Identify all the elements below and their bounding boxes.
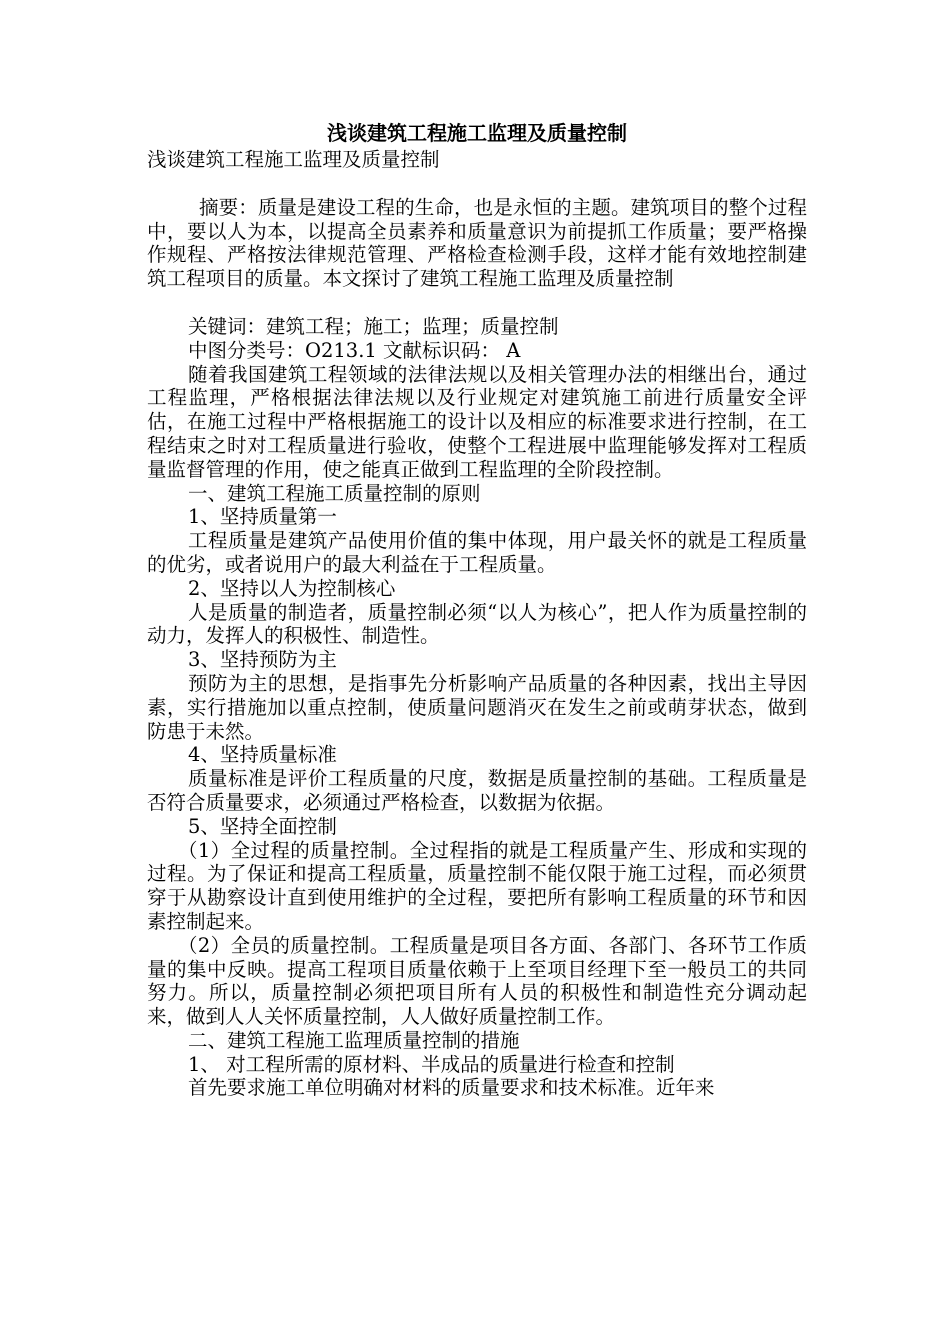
principle-heading: 5、坚持全面控制 [188,814,337,838]
measure-heading: 1、 对工程所需的原材料、半成品的质量进行检查和控制 [188,1052,675,1076]
section-heading: 二、建筑工程施工监理质量控制的措施 [188,1028,520,1052]
control-paragraph: （2）全员的质量控制。工程质量是项目各方面、各部门、各环节工作质量的集中反映。提高工程项目质量依赖于上至项目经理下至一般员工的共同努力。所以，质量控制必须把项目所有人员的积极性和制造性充分调动起来，做到人人关怀质量控制，人人做好质量控制工作。 [147,933,807,1029]
principle-heading: 1、坚持质量第一 [188,505,337,529]
principle-heading: 4、坚持质量标准 [188,743,337,767]
principle-heading: 3、坚持预防为主 [188,648,337,672]
document-page [147,118,807,1100]
classification-line: 中图分类号：O213.1 文献标识码： A [188,338,521,362]
keywords-line: 关键词：建筑工程；施工；监理；质量控制 [188,314,559,338]
intro-paragraph: 随着我国建筑工程领域的法律法规以及相关管理办法的相继出台，通过工程监理，严格根据法律法规以及行业规定对建筑施工前进行质量安全评估，在施工过程中严格根据施工的设计以及相应的标准要求进行控制，在工程结束之时对工程质量进行验收，使整个工程进展中监理能够发挥对工程质量监督管理的作用，使之能真正做到工程监理的全阶段控制。 [147,362,807,481]
document-title: 浅谈建筑工程施工监理及质量控制 [327,121,627,145]
principle-heading: 2、坚持以人为控制核心 [188,576,396,600]
spacer [147,172,807,196]
principle-text: 人是质量的制造者，质量控制必须“以人为核心”，把人作为质量控制的动力，发挥人的积极性、制造性。 [147,600,807,648]
principle-text: 质量标准是评价工程质量的尺度，数据是质量控制的基础。工程质量是否符合质量要求，必须通过严格检查，以数据为依据。 [147,767,807,814]
control-paragraph: （1）全过程的质量控制。全过程指的就是工程质量产生、形成和实现的过程。为了保证和提高工程质量，质量控制不能仅限于施工过程，而必须贯穿于从勘察设计直到使用维护的全过程，要把所有影响工程质量的环节和因素控制起来。 [147,838,807,933]
section-heading: 一、建筑工程施工质量控制的原则 [188,481,481,505]
measure-text: 首先要求施工单位明确对材料的质量要求和技术标准。近年来 [188,1076,715,1100]
abstract-paragraph: 摘要：质量是建设工程的生命，也是永恒的主题。建筑项目的整个过程中，要以人为本，以提高全员素养和质量意识为前提抓工作质量；要严格操作规程、严格按法律规范管理、严格检查检测手段，这样才能有效地控制建筑工程项目的质量。本文探讨了建筑工程施工监理及质量控制 [147,195,807,291]
spacer [147,291,807,315]
principle-text: 预防为主的思想，是指事先分析影响产品质量的各种因素，找出主导因素，实行措施加以重点控制，使质量问题消灭在发生之前或萌芽状态，做到防患于未然。 [147,671,807,743]
document-subtitle: 浅谈建筑工程施工监理及质量控制 [147,148,440,171]
principle-text: 工程质量是建筑产品使用价值的集中体现，用户最关怀的就是工程质量的优劣，或者说用户的最大利益在于工程质量。 [147,529,807,576]
